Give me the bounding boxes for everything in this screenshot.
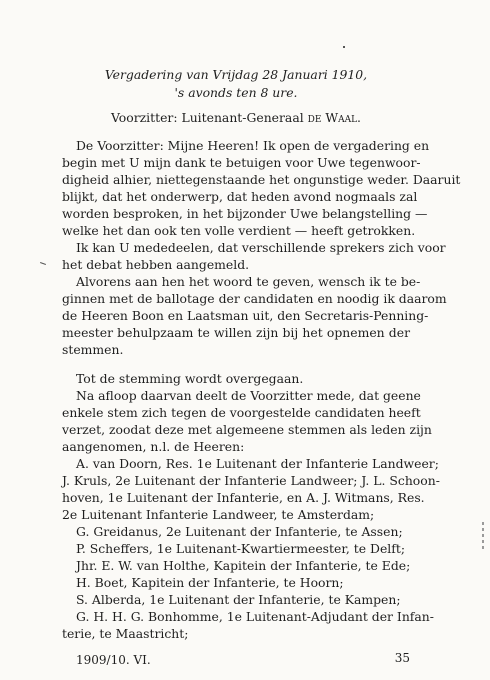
text-line: aangenomen, n.l. de Heeren: bbox=[62, 439, 245, 454]
edge-mark bbox=[482, 540, 484, 543]
member-entry: 2e Luitenant Infanterie Landweer, te Amsterdam; bbox=[62, 507, 375, 522]
text-line: Ik kan U mededeelen, dat verschillende sprekers zich voor bbox=[76, 240, 446, 255]
member-entry: G. H. H. G. Bonhomme, 1e Luitenant-Adjudant der Infan- bbox=[76, 609, 434, 624]
member-entry: G. Greidanus, 2e Luitenant der Infanterie, te Assen; bbox=[76, 524, 403, 539]
meeting-time: 's avonds ten 8 ure. bbox=[174, 85, 298, 100]
text-line: Na afloop daarvan deelt de Voorzitter mede, dat geene bbox=[76, 388, 421, 403]
text-line: Tot de stemming wordt overgegaan. bbox=[76, 371, 304, 386]
chairman-line bbox=[62, 109, 410, 126]
print-speck bbox=[40, 262, 46, 265]
volume-signature: 1909/10. VI. bbox=[76, 653, 151, 667]
chairman-prefix: Voorzitter: Luitenant-Generaal bbox=[111, 110, 308, 125]
text-line: verzet, zoodat deze met algemeene stemmen als leden zijn bbox=[62, 422, 432, 437]
text-line: blijkt, dat het onderwerp, dat heden avond nogmaals zal bbox=[62, 189, 418, 204]
edge-mark bbox=[482, 522, 484, 525]
text-line: begin met U mijn dank te betuigen voor Uwe tegenwoor- bbox=[62, 155, 421, 170]
text-line: het debat hebben aangemeld. bbox=[62, 257, 250, 272]
text-line: stemmen. bbox=[62, 342, 124, 357]
text-line: digheid alhier, niettegenstaande het ongunstige weder. Daaruit bbox=[62, 172, 461, 187]
page-number: 35 bbox=[394, 651, 410, 665]
member-entry: P. Scheffers, 1e Luitenant-Kwartiermeester, te Delft; bbox=[76, 541, 406, 556]
text-line: enkele stem zich tegen de voorgestelde candidaten heeft bbox=[62, 405, 421, 420]
edge-mark bbox=[482, 534, 484, 537]
meeting-title: Vergadering van Vrijdag 28 Januari 1910, bbox=[104, 67, 368, 82]
member-entry: H. Boet, Kapitein der Infanterie, te Hoorn; bbox=[76, 575, 344, 590]
member-entry: hoven, 1e Luitenant der Infanterie, en A. J. Witmans, Res. bbox=[62, 490, 425, 505]
edge-mark bbox=[482, 528, 484, 531]
chairman-name: de Waal. bbox=[307, 110, 361, 125]
member-entry: J. Kruls, 2e Luitenant der Infanterie Landweer; J. L. Schoon- bbox=[62, 473, 440, 488]
text-line: de Heeren Boon en Laatsman uit, den Secretaris-Penning- bbox=[62, 308, 429, 323]
print-speck bbox=[343, 46, 345, 48]
member-entry: S. Alberda, 1e Luitenant der Infanterie, te Kampen; bbox=[76, 592, 401, 607]
text-line: welke het dan ook ten volle verdient — heeft getrokken. bbox=[62, 223, 416, 238]
member-entry: terie, te Maastricht; bbox=[62, 626, 189, 641]
edge-mark bbox=[482, 546, 484, 549]
text-line: worden besproken, in het bijzonder Uwe belangstelling — bbox=[62, 206, 428, 221]
text-line: Alvorens aan hen het woord te geven, wensch ik te be- bbox=[76, 274, 421, 289]
text-line: De Voorzitter: Mijne Heeren! Ik open de vergadering en bbox=[76, 138, 430, 153]
text-line: ginnen met de ballotage der candidaten en noodig ik daarom bbox=[62, 291, 447, 306]
member-entry: Jhr. E. W. van Holthe, Kapitein der Infanterie, te Ede; bbox=[76, 558, 411, 573]
member-entry: A. van Doorn, Res. 1e Luitenant der Infanterie Landweer; bbox=[76, 456, 439, 471]
text-line: meester behulpzaam te willen zijn bij het opnemen der bbox=[62, 325, 410, 340]
